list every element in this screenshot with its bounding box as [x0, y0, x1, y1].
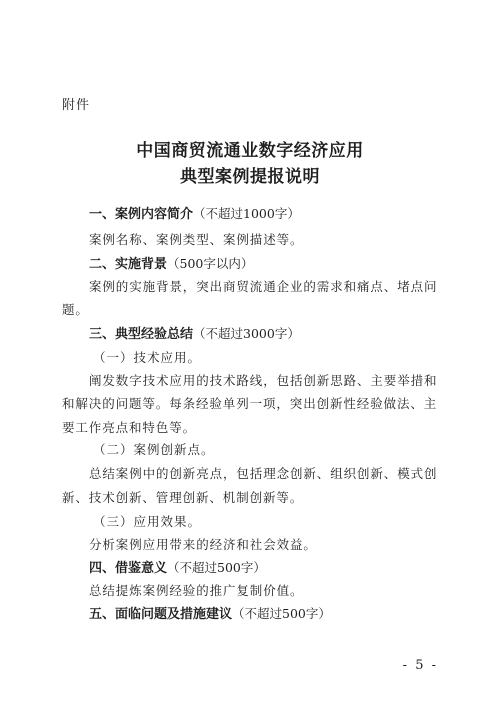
section-3-title: 三、典型经验总结	[89, 327, 194, 342]
section-4-title: 四、借鉴意义	[89, 561, 168, 576]
section-4-body-line-1: 总结提炼案例经验的推广复制价值。	[89, 583, 304, 598]
subsection-3-3-line-1: 分析案例应用带来的经济和社会效益。	[89, 537, 317, 552]
section-1-limit: （不超过1000字）	[193, 206, 300, 221]
subsection-3-2-line-1: 总结案例中的创新亮点，包括理念创新、组织创新、模式创	[89, 466, 438, 481]
section-2-body-line-1: 案例的实施背景，突出商贸流通企业的需求和痛点、堵点问	[89, 279, 438, 294]
section-4-limit: （不超过500字）	[167, 560, 266, 575]
document-title-line-1: 中国商贸流通业数字经济应用	[136, 141, 364, 161]
attachment-label: 附件	[62, 98, 91, 113]
section-4-heading	[89, 560, 266, 577]
section-3-limit: （不超过3000字）	[193, 326, 300, 341]
subsection-3-2-line-2: 新、技术创新、管理创新、机制创新等。	[62, 490, 304, 505]
section-1-title: 一、案例内容简介	[89, 207, 194, 222]
subsection-3-1-line-1: 阐发数字技术应用的技术路线，包括创新思路、主要举措和	[89, 373, 438, 388]
section-2-heading	[89, 256, 253, 273]
section-5-title: 五、面临问题及措施建议	[89, 607, 233, 622]
section-5-heading	[89, 606, 331, 623]
section-5-limit: （不超过500字）	[232, 606, 331, 621]
page-number: - 5 -	[402, 658, 438, 673]
section-3-heading	[89, 326, 300, 343]
document-title-line-2: 典型案例提报说明	[180, 167, 320, 187]
subsection-3-1-label: （一）技术应用。	[93, 350, 202, 365]
subsection-3-1-line-2: 和解决的问题等。每条经验单列一项，突出创新性经验做法、主	[62, 396, 438, 411]
subsection-3-1-line-3: 要工作亮点和特色等。	[62, 420, 197, 435]
section-1-body-line-1: 案例名称、案例类型、案例描述等。	[89, 232, 304, 247]
section-2-body-line-2: 题。	[62, 302, 89, 317]
section-2-limit: （500字以内）	[167, 256, 254, 271]
subsection-3-3-label: （三）应用效果。	[93, 514, 202, 529]
section-2-title: 二、实施背景	[89, 257, 168, 272]
section-1-heading	[89, 206, 300, 223]
subsection-3-2-label: （二）案例创新点。	[93, 442, 215, 457]
